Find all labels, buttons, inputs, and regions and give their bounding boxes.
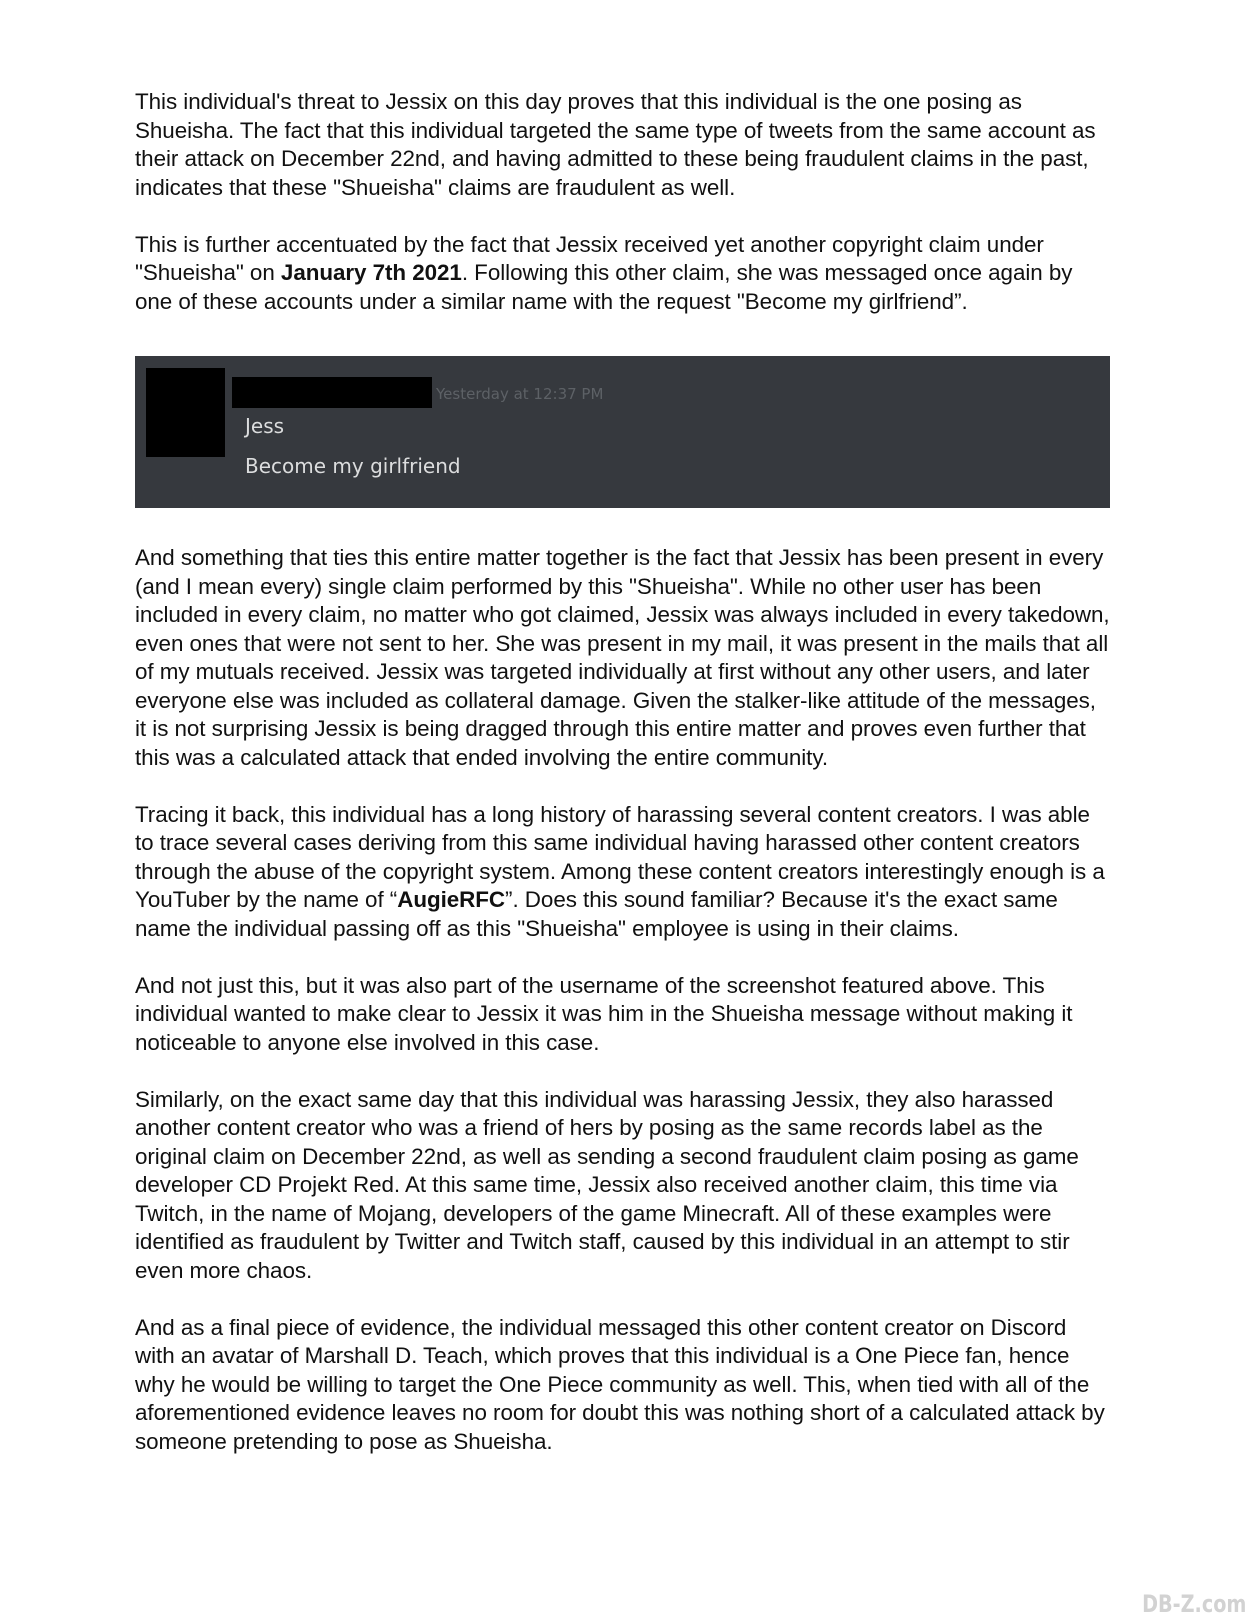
paragraph-final-evidence: And as a final piece of evidence, the individual messaged this other content creator on Discord with an avatar of Marshall D. Teach, which proves that this individual is a One Piece fan, hence why he would be willing to target the One Piece community as well. This, when tied with all of the aforementioned evidence leaves no room for doubt this was nothing short of a calculated attack by someone pretending to pose as Shueisha. bbox=[135, 1314, 1105, 1454]
paragraph-january-claim-text-b: . Following this other claim, she was messaged once again by one of these accounts under a similar name with the request "Become my girlfriend”. bbox=[135, 260, 1073, 314]
paragraph-jessix-present: And something that ties this entire matter together is the fact that Jessix has been present in every (and I mean every) single claim performed by this "Shueisha". While no other user has been included in every claim, no matter who got claimed, Jessix was always included in every takedown, even ones that were not sent to her. She was present in my mail, it was present in the mails that all of my mutuals received. Jessix was targeted individually at first without any other users, and later everyone else was included as collateral damage. Given the stalker-like attitude of the messages, it is not surprising Jessix is being dragged through this entire matter and proves even further that this was a calculated attack that ended involving the entire community. bbox=[135, 545, 1110, 770]
paragraph-january-claim-date: January 7th 2021 bbox=[280, 260, 462, 285]
paragraph-history bbox=[135, 801, 1110, 944]
paragraph-history-text-a: Tracing it back, this individual has a long history of harassing several content creators. I was able to trace several cases deriving from this same individual having harassed other content creators through the abuse of the copyright system. Among these content creators interestingly enough is a YouTuber by the name of “ bbox=[135, 801, 1105, 912]
redacted-username bbox=[232, 377, 432, 408]
paragraph-threat-proof: This individual's threat to Jessix on this day proves that this individual is the one posing as Shueisha. The fact that this individual targeted the same type of tweets from the same account as their attack on December 22nd, and having admitted to these being fraudulent claims in the past, indicates that these "Shueisha" claims are fraudulent as well. bbox=[135, 89, 1096, 200]
paragraph-january-claim bbox=[135, 231, 1110, 317]
paragraph-january-claim-text-a: This is further accentuated by the fact that Jessix received yet another copyright claim under "Shueisha" on bbox=[135, 231, 1044, 285]
site-watermark: DB-Z.com bbox=[1141, 1590, 1246, 1618]
paragraph-username: And not just this, but it was also part of the username of the screenshot featured above. This individual wanted to make clear to Jessix it was him in the Shueisha message without making it noticeable to anyone else involved in this case. bbox=[135, 972, 1073, 1055]
message-line-2: Become my girlfriend bbox=[245, 454, 461, 478]
document-body bbox=[135, 88, 1110, 1456]
paragraph-same-day: Similarly, on the exact same day that this individual was harassing Jessix, they also harassed another content creator who was a friend of hers by posing as the same records label as the original claim on December 22nd, as well as sending a second fraudulent claim posing as game developer CD Projekt Red. At this same time, Jessix also received another claim, this time via Twitch, in the name of Mojang, developers of the game Minecraft. All of these examples were identified as fraudulent by Twitter and Twitch staff, caused by this individual in an attempt to stir even more chaos. bbox=[135, 1086, 1079, 1283]
message-line-1: Jess bbox=[245, 414, 285, 438]
paragraph-history-name: AugieRFC bbox=[397, 887, 506, 912]
redacted-avatar bbox=[146, 368, 225, 457]
message-timestamp: Yesterday at 12:37 PM bbox=[436, 385, 604, 403]
paragraph-history-text-b: ”. Does this sound familiar? Because it's the exact same name the individual passing off as this "Shueisha" employee is using in their claims. bbox=[135, 887, 1058, 941]
discord-message-screenshot bbox=[135, 356, 1110, 508]
